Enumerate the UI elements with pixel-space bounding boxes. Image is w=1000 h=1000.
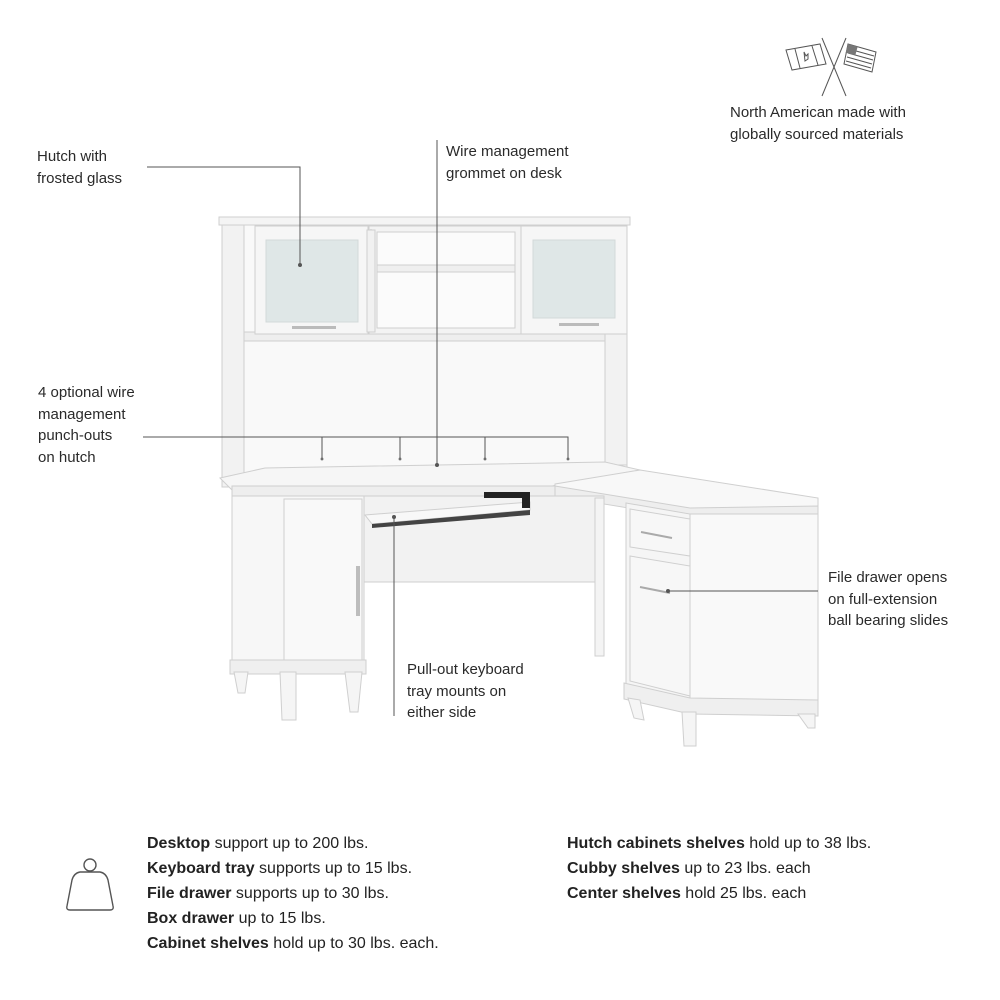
callout-hutch-glass: Hutch with frosted glass [37, 148, 123, 187]
specs-left [147, 831, 439, 956]
spec-line: Cubby shelves up to 23 lbs. each [567, 860, 811, 877]
crossed-flags-icon [786, 38, 876, 96]
specs-right [567, 831, 871, 906]
spec-line: Center shelves hold 25 lbs. each [567, 885, 807, 902]
callout-wire-grommet: Wire management grommet on desk [446, 143, 569, 182]
spec-line: Keyboard tray supports up to 15 lbs. [147, 860, 413, 877]
spec-line: Desktop support up to 200 lbs. [147, 835, 369, 852]
callout-keyboard-tray: Pull-out keyboard tray mounts on either side [407, 661, 524, 721]
spec-line: Cabinet shelves hold up to 30 lbs. each. [147, 935, 439, 952]
callout-made-in: North American made with globally sourced materials [730, 104, 906, 143]
spec-line: Hutch cabinets shelves hold up to 38 lbs. [567, 835, 872, 852]
callout-file-drawer: File drawer opens on full-extension ball bearing slides [828, 569, 949, 629]
callout-punch-outs: 4 optional wire management punch-outs on hutch [38, 384, 135, 466]
weight-icon [67, 859, 113, 910]
spec-line: File drawer supports up to 30 lbs. [147, 885, 389, 902]
spec-line: Box drawer up to 15 lbs. [147, 910, 326, 927]
